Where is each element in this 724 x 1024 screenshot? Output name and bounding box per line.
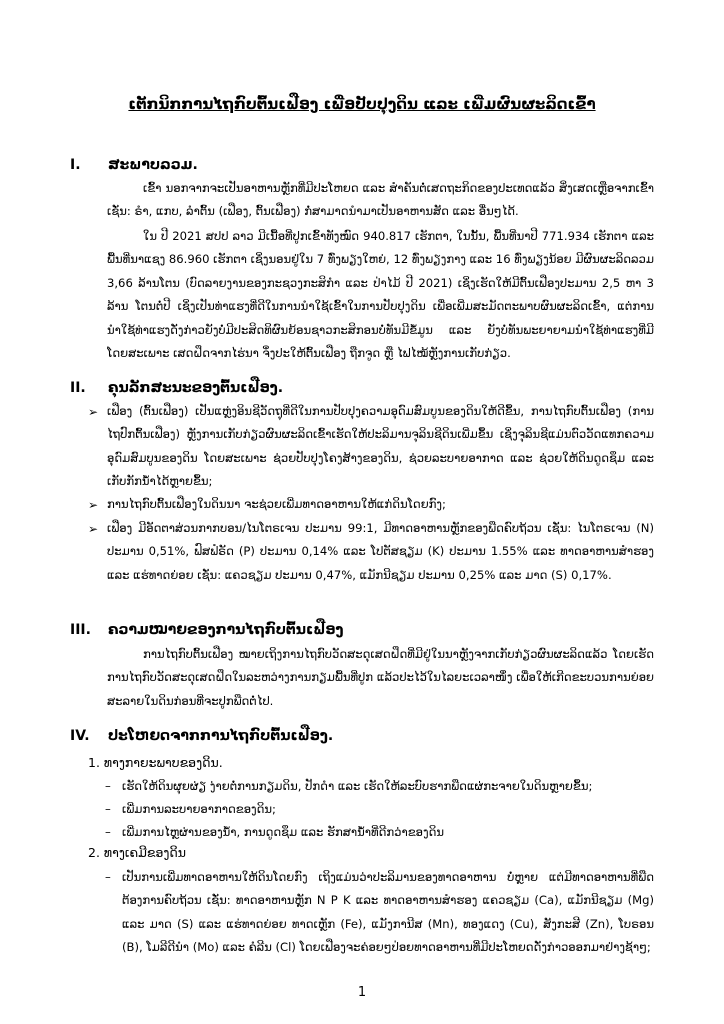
list-item: ເປັນການເພີ່ມທາດອາຫານໃຫ້ດິນໂດຍກົງ ເຖິງແມ່ນວ່າປະລິມານຂອງທາດອາຫານ ບໍ່ຫຼາຍ ແຕ່ມີທາດອາຫານທີ່ພືດຕ້ອງການຄົບຖ້ວນ ເຊັ່ນ: ທາດອາຫານຫຼັກ N P K ແລະ ທາດອາຫານສຳຮອງ ແຄວຊຽມ (Ca), ແມັກນີຊຽມ (Mg) ແລະ ມາດ (S) ແລະ ແຮ່ທາດຍ່ອຍ ທາດເຫຼັກ (Fe), ແມັງການີສ (Mn), ທອງແດງ (Cu), ສັງກະສີ (Zn), ໂບຣອນ (B), ໂມລີດີນຳ (Mo) ແລະ ຄໍລີນ (Cl) ໂດຍເຟືອງຈະຄ່ອຍໆປ່ອຍທາດອາຫານທີ່ມີປະໂຫຍດດັ່ງກ່າວອອກມາຢ່າງຊ້າໆ; [122, 870, 654, 955]
list-item: ເພີ່ມການລະບາຍອາກາດຂອງດິນ; [122, 802, 276, 816]
section-number: I. [70, 157, 81, 173]
section-title: ສະພາບລວມ. [108, 157, 198, 173]
section-title: ຄວາມໝາຍຂອງການໄຖກົບຕົ້ນເຟືອງ [108, 622, 344, 638]
paragraph: ການໄຖກົບຕົ້ນເຟືອງ ໝາຍເຖິງການໄຖກົບວັດສະດຸເສດຝຶດທີ່ມີຢູ່ໃນນາຫຼັງຈາກເກັບກ່ຽວຜົນຜະລິດແລ້ວ ໂດຍເຮັດການໄຖກົບວັດສະດຸເສດຝຶດໃນລະຫວ່າງການກຽມພື້ນທີ່ປູກ ແລ້ວປະໄວ້ໃນໄລຍະເວລາໜຶ່ງ ເພື່ອໃຫ້ເກີດຂະບວນການຍ່ອຍສະລາຍໃນດິນກ່ອນທີ່ຈະປູກພືດຕໍ່ໄປ. [107, 647, 654, 708]
dash-marker: – [105, 802, 111, 816]
bullet-item: ການໄຖກົບຕົ້ນເຟືອງໃນດິນນາ ຈະຊ່ວຍເພີ່ມທາດອາຫານໃຫ້ແກ່ດິນໂດຍກົງ; [107, 497, 446, 511]
bullet-arrow-icon: ➢ [88, 498, 99, 512]
dash-marker: – [105, 870, 111, 884]
page-number: 1 [357, 985, 367, 1000]
bullet-arrow-icon: ➢ [88, 405, 99, 419]
bullet-item: ເຟືອງ (ຕົ້ນເຟືອງ) ເປັນແຫຼ່ງອິນຊີວັດຖຸທີ່ດີໃນການປັບປຸງຄວາມອຸດົມສົມບູນຂອງດິນໃຫ້ດີຂຶ້ນ, ການໄຖກົບຕົ້ນເຟືອງ (ການໄຖປົກຕົ້ນເຟືອງ) ຫຼັງການເກັບກ່ຽວຜົນຜະລິດເຂົ້າເຮັດໃຫ້ປະລິມານຈຸລິນຊີດິນເພີ່ມຂຶ້ນ ເຊິ່ງຈຸລິນຊີແມ່ນຕົວວັດແທກຄວາມອຸດົມສົມບູນຂອງດິນ ໂດຍສະເພາະ ຊ່ວຍປັບປຸງໂຄງສ້າງຂອງດິນ, ຊ່ວຍລະບາຍອາກາດ ແລະ ຊ່ວຍໃຫ້ດິນດູດຊຶມ ແລະ ເກັບກັກນ້ຳໄດ້ຫຼາຍຂຶ້ນ; [107, 404, 654, 489]
paragraph: ເຂົ້າ ນອກຈາກຈະເປັນອາຫານຫຼັກທີ່ມີປະໂຫຍດ ແລະ ສຳຄັນຕໍ່ເສດຖະກິດຂອງປະເທດແລ້ວ ສິ່ງເສດເຫຼືອຈາກເຂົ້າ ເຊັ່ນ: ຣຳ, ແກບ, ລຳຕົ້ນ (ເຟືອງ, ຕົ້ນເຟືອງ) ກໍ່ສາມາດນຳມາເປັນອາຫານສັດ ແລະ ອື່ນໆໄດ້. [107, 181, 654, 219]
subsection-heading: 2. ທາງເຄມີຂອງດິນ [88, 845, 187, 860]
section-number: III. [70, 622, 91, 638]
page-title: ເຕັກນິກການໄຖກົບຕົ້ນເຟືອງ ເພື່ອປັບປຸງດິນ ແລະ ເພີ່ມຜົນຜະລິດເຂົ້າ [128, 95, 596, 113]
dash-marker: – [105, 779, 111, 793]
subsection-heading: 1. ທາງກາຍະພາບຂອງດິນ. [88, 755, 223, 770]
list-item: ເຮັດໃຫ້ດິນຜຸຍຜ່ຽ ງ່າຍຕໍ່ການກຽມດິນ, ປັກດຳ ແລະ ເຮັດໃຫ້ລະບົບຮາກພືດແຜ່ກະຈາຍໃນດິນຫຼາຍຂຶ້ນ; [122, 779, 593, 793]
section-title: ຄຸນລັກສະນະຂອງຕົ້ນເຟືອງ. [108, 380, 284, 396]
bullet-arrow-icon: ➢ [88, 522, 99, 536]
dash-marker: – [105, 825, 111, 839]
section-number: IV. [70, 728, 90, 744]
bullet-item: ເຟືອງ ມີອັດຕາສ່ວນກາກບອນ/ໄນໂຕຣເຈນ ປະມານ 99:1, ມີທາດອາຫານຫຼັກຂອງພືດຄົບຖ້ວນ ເຊັ່ນ: ໄນໂຕຣເຈນ (N) ປະມານ 0,51%, ຟົສຟໍຣັດ (P) ປະມານ 0,14% ແລະ ໂປຕັສຊຽມ (K) ປະມານ 1.55% ແລະ ທາດອາຫານສຳຮອງ ແລະ ແຮ່ທາດຍ່ອຍ ເຊັ່ນ: ແຄວຊຽມ ປະມານ 0,47%, ແມັກນີຊຽມ ປະມານ 0,25% ແລະ ມາດ (S) 0,17%. [107, 521, 654, 582]
paragraph: ໃນ ປີ 2021 ສປປ ລາວ ມີເນື້ອທີ່ປູກເຂົ້າທັງໝົດ 940.817 ເຮັກຕາ, ໃນນັ້ນ, ພື້ນທີ່ນາປີ 771.934 ເຮັກຕາ ແລະ ພື້ນທີ່ນາແຊງ 86.960 ເຮັກຕາ ເຊິ່ງນອນຢູ່ໃນ 7 ທົ່ງພຽງໃຫຍ່, 12 ທົ່ງພຽງກາງ ແລະ 16 ທົ່ງພຽງນ້ອຍ ມີຜົນຜະລິດລວມ 3,66 ລ້ານໂຕນ (ບົດລາຍງານຂອງກະຊວງກະສິກຳ ແລະ ປ່າໄມ້ ປີ 2021) ເຊິ່ງເຮັດໃຫ້ມີຕົ້ນເຟືອງປະມານ 2,5 ຫາ 3 ລ້ານ ໂຕນຕໍ່ປີ ເຊິ່ງເປັນທ່າແຮງທີ່ດີໃນການນຳໃຊ້ເຂົ້າໃນການປັບປຸງດິນ ເພື່ອເພີ່ມສະມັດຕະພາບຜົນຜະລິດເຂົ້າ, ແຕ່ການນຳໃຊ້ທ່າແຮງດັ່ງກ່າວຍັງບໍ່ມີປະສິດທິຜົນຍ້ອນຊາວກະສິກອນບໍ່ທັນມີຂໍ້ມູນ ແລະ ຍັງບໍ່ທັນພະຍາຍາມນຳໃຊ້ທ່າແຮງທີ່ມີ ໂດຍສະເພາະ ເສດຝຶດຈາກໄຮ່ນາ ຈຶ່ງປະໃຫ້ຕົ້ນເຟືອງ ຖືກຈູດ ຫຼື ໄຟໄໝ້ຫຼັງການເກັບກ່ຽວ. [107, 229, 654, 361]
section-number: II. [70, 380, 86, 396]
section-title: ປະໂຫຍດຈາກການໄຖກົບຕົ້ນເຟືອງ. [108, 728, 334, 744]
list-item: ເພີ່ມການໄຫຼຜ່ານຂອງນ້ຳ, ການດູດຊຶມ ແລະ ຮັກສານ້ຳທີ່ດີກວ່າຂອງດິນ [122, 825, 444, 839]
